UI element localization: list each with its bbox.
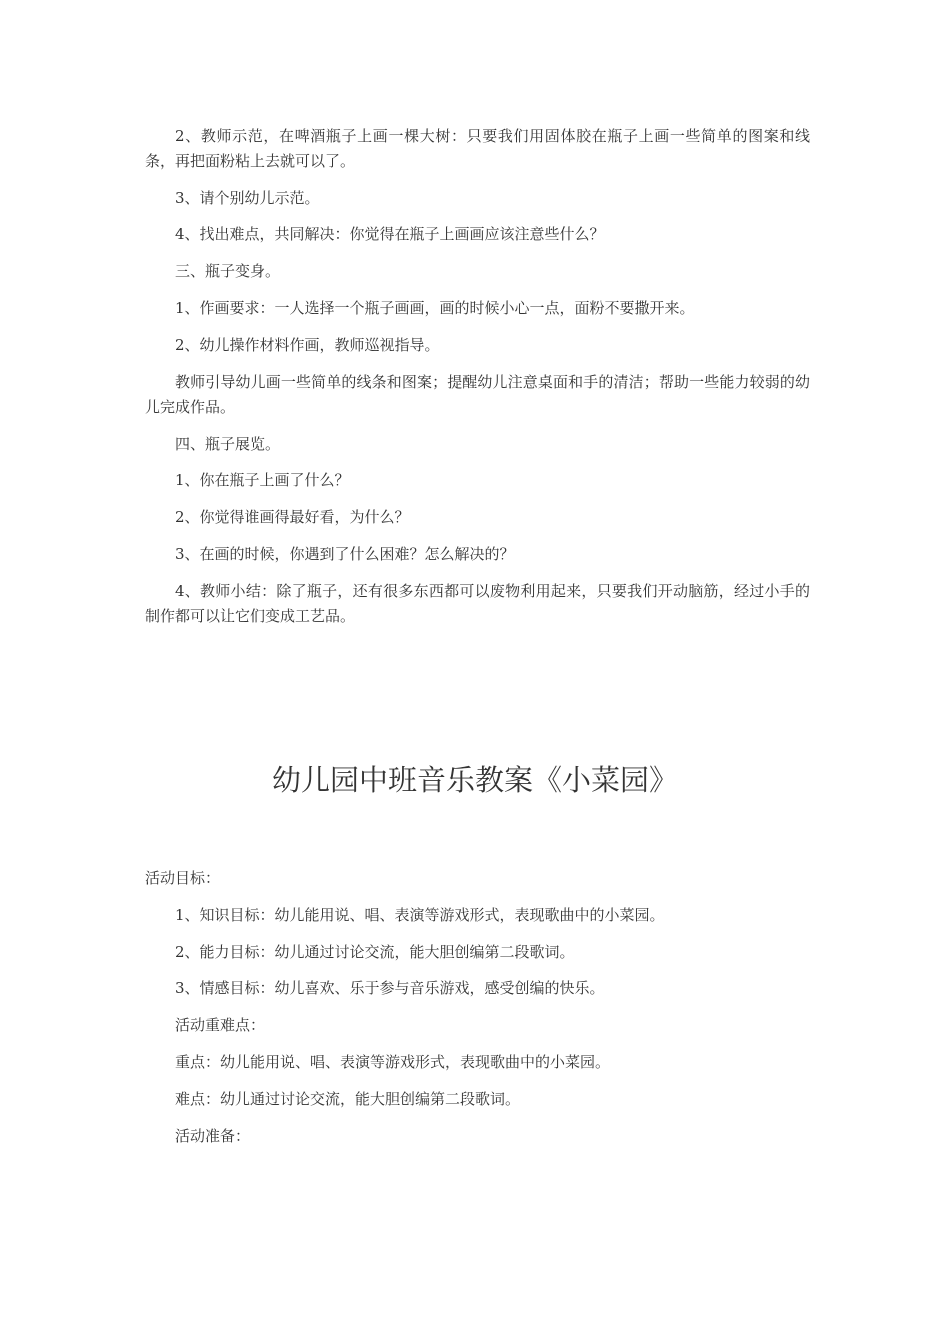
paragraph-find-difficulty: 4、找出难点，共同解决：你觉得在瓶子上画画应该注意些什么？ <box>175 225 605 243</box>
heading-activity-goals: 活动目标： <box>145 869 221 887</box>
difficult-point: 难点：幼儿通过讨论交流，能大胆创编第二段歌词。 <box>175 1090 521 1108</box>
key-point: 重点：幼儿能用说、唱、表演等游戏形式，表现歌曲中的小菜园。 <box>175 1053 611 1071</box>
section-heading-bottle-exhibition: 四、瓶子展览。 <box>175 435 281 453</box>
question-what-drawn: 1、你在瓶子上画了什么？ <box>175 471 350 489</box>
goal-knowledge: 1、知识目标：幼儿能用说、唱、表演等游戏形式，表现歌曲中的小菜园。 <box>175 906 665 924</box>
paragraph-teacher-guide: 教师引导幼儿画一些简单的线条和图案；提醒幼儿注意桌面和手的清洁；帮助一些能力较弱的幼儿完成作品。 <box>145 373 810 416</box>
paragraph-drawing-requirement: 1、作画要求：一人选择一个瓶子画画，画的时候小心一点，面粉不要撒开来。 <box>175 299 695 317</box>
goal-emotion: 3、情感目标：幼儿喜欢、乐于参与音乐游戏，感受创编的快乐。 <box>175 979 605 997</box>
paragraph-teacher-demo: 2、教师示范，在啤酒瓶子上画一棵大树：只要我们用固体胶在瓶子上画一些简单的图案和线条，再把面粉粘上去就可以了。 <box>145 127 810 170</box>
goal-ability: 2、能力目标：幼儿通过讨论交流，能大胆创编第二段歌词。 <box>175 943 575 961</box>
question-difficulty: 3、在画的时候，你遇到了什么困难？怎么解决的？ <box>175 545 515 563</box>
paragraph-child-demo: 3、请个别幼儿示范。 <box>175 189 320 207</box>
section-heading-bottle-transform: 三、瓶子变身。 <box>175 262 281 280</box>
lesson-title: 幼儿园中班音乐教案《小菜园》 <box>271 763 678 797</box>
paragraph-children-operate: 2、幼儿操作材料作画，教师巡视指导。 <box>175 336 440 354</box>
heading-activity-preparation: 活动准备： <box>175 1127 251 1145</box>
paragraph-teacher-summary: 4、教师小结：除了瓶子，还有很多东西都可以废物利用起来，只要我们开动脑筋，经过小手的制作都可以让它们变成工艺品。 <box>145 582 810 625</box>
heading-key-difficult-points: 活动重难点： <box>175 1016 266 1034</box>
question-best-drawing: 2、你觉得谁画得最好看，为什么？ <box>175 508 410 526</box>
